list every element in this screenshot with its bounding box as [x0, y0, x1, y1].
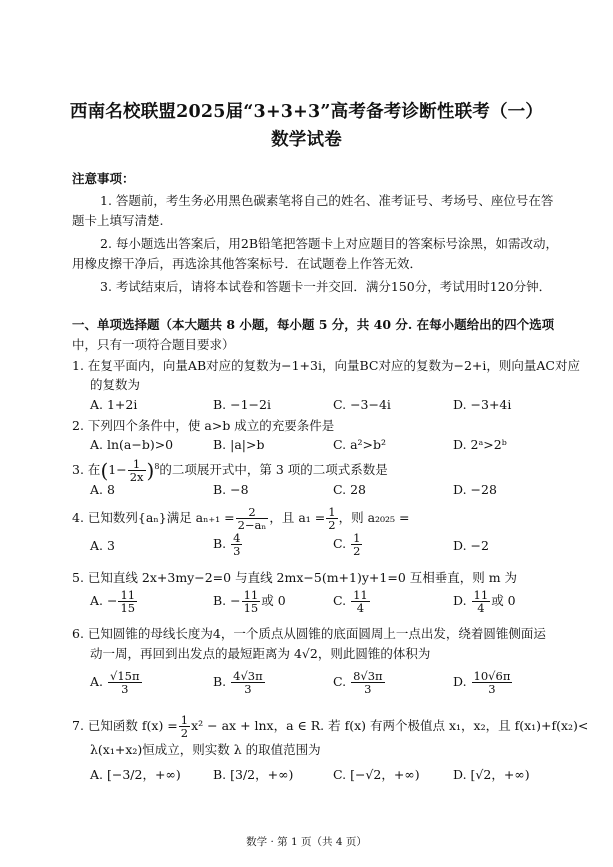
option-b	[213, 670, 266, 695]
option-label: A.	[90, 674, 104, 689]
option-suffix: 或 0	[491, 593, 516, 608]
question-number: 6.	[72, 626, 84, 641]
denominator: 3	[488, 682, 496, 696]
question-5-stem	[72, 570, 517, 586]
option-label: D.	[453, 593, 467, 608]
fraction	[351, 670, 385, 695]
question-text: ，则 a₂₀₂₅ =	[338, 510, 410, 525]
denominator: 2	[180, 726, 189, 740]
numerator: 1	[353, 531, 361, 545]
numerator: 1	[328, 505, 336, 519]
fraction	[326, 506, 337, 531]
option-c: C. [−√2，+∞)	[333, 767, 420, 782]
numerator: √15π	[110, 669, 140, 683]
question-text: 在复平面内，向量AB对应的复数为−1+3i，向量BC对应的复数为−2+i，则向量AC对应	[87, 358, 580, 373]
option-a	[90, 670, 143, 695]
option-label: D.	[453, 674, 467, 689]
option-b: B. [3/2，+∞)	[213, 767, 294, 782]
fraction	[118, 589, 137, 614]
fraction	[472, 589, 491, 614]
question-text: 已知直线 2x+3my−2=0 与直线 2mx−5(m+1)y+1=0 互相垂直，则 m 为	[87, 570, 518, 585]
exponent: 8	[154, 462, 160, 471]
option-b	[213, 589, 286, 614]
numerator: 4	[233, 531, 241, 545]
numerator: 1	[180, 713, 189, 727]
numerator: 11	[243, 588, 259, 602]
denominator: 15	[120, 601, 136, 615]
notice-item: 2. 每小题选出答案后，用2B铅笔把答题卡上对应题目的答案标号涂黑，如需改动，	[100, 236, 559, 251]
question-text: 已知数列{aₙ}满足 aₙ₊₁ =	[87, 510, 235, 525]
page-footer: 数学 · 第 1 页（共 4 页）	[246, 836, 367, 848]
option-a: A. 3	[90, 538, 115, 553]
question-1-stem-cont: 的复数为	[90, 377, 141, 392]
denominator: 2−aₙ	[237, 518, 267, 532]
question-text: x² − ax + lnx，a ∈ R. 若 f(x) 有两个极值点 x₁，x₂，且 f(x₁)+f(x₂)<	[191, 718, 589, 733]
option-d: D. −3+4i	[453, 397, 512, 412]
option-d: D. −2	[453, 538, 489, 553]
numerator: 4√3π	[233, 669, 263, 683]
question-3-stem	[72, 452, 388, 486]
option-c: C. 28	[333, 482, 366, 497]
option-b: B. |a|>b	[213, 437, 265, 452]
numerator: 1	[128, 458, 146, 471]
denominator: 2	[353, 544, 361, 558]
denominator: 2	[328, 518, 336, 532]
denominator: 3	[364, 682, 372, 696]
fraction	[231, 670, 265, 695]
option-b: B. −8	[213, 482, 249, 497]
fraction	[108, 670, 142, 695]
numerator: 11	[120, 588, 136, 602]
denominator: 4	[356, 601, 365, 615]
exam-title: 西南名校联盟2025届“3+3+3”高考备考诊断性联考（一）	[69, 102, 544, 122]
question-7-stem	[72, 712, 588, 740]
section-heading-cont: 中，只有一项符合题目要求）	[72, 337, 235, 352]
option-a: A. 1+2i	[90, 397, 138, 412]
fraction	[128, 458, 146, 483]
option-label: B.	[213, 536, 227, 551]
question-text: 已知圆锥的母线长度为4，一个质点从圆锥的底面圆周上一点出发，绕着圆锥侧面运	[87, 626, 546, 641]
option-a	[90, 589, 138, 614]
option-label: C.	[333, 674, 347, 689]
option-d	[453, 670, 513, 695]
fraction	[472, 670, 513, 695]
fraction	[351, 532, 362, 557]
notice-item: 题卡上填写清楚.	[72, 213, 164, 228]
numerator: 11	[473, 588, 489, 602]
question-number: 7.	[72, 718, 84, 733]
option-d: D. −28	[453, 482, 497, 497]
math-term: 1−	[108, 462, 127, 478]
option-label: A. −	[90, 593, 118, 608]
option-label: B. −	[213, 593, 241, 608]
notice-item: 1. 答题前，考生务必用黑色碳素笔将自己的姓名、准考证号、考场号、座位号在答	[100, 193, 554, 208]
numerator: 10√6π	[473, 669, 511, 683]
denominator: 3	[233, 544, 241, 558]
fraction	[231, 532, 242, 557]
question-text: 的二项展开式中，第 3 项的二项式系数是	[159, 462, 388, 478]
question-number: 1.	[72, 358, 84, 373]
numerator: 8√3π	[353, 669, 383, 683]
option-label: C.	[333, 593, 347, 608]
numerator: 2	[236, 506, 269, 519]
notice-item: 3. 考试结束后，请将本试卷和答题卡一并交回．满分150分，考试用时120分钟．	[100, 279, 552, 294]
option-a: A. ln(a−b)>0	[90, 437, 174, 452]
option-d: D. 2ᵃ>2ᵇ	[453, 437, 507, 452]
option-c	[333, 532, 363, 557]
option-a: A. 8	[90, 482, 115, 497]
question-text: 在	[87, 462, 101, 478]
option-c: C. −3−4i	[333, 397, 391, 412]
option-d: D. [√2，+∞)	[453, 767, 530, 782]
question-4-stem	[72, 503, 410, 533]
fraction	[242, 589, 261, 614]
option-d	[453, 589, 516, 614]
paren-right: )	[146, 458, 155, 483]
fraction	[351, 589, 370, 614]
question-2-stem	[72, 418, 334, 434]
option-b	[213, 532, 243, 557]
option-c: C. a²>b²	[333, 437, 387, 452]
notice-item: 用橡皮擦干净后，再选涂其他答案标号．在试题卷上作答无效．	[72, 256, 423, 271]
question-text: 下列四个条件中，使 a>b 成立的充要条件是	[87, 418, 335, 433]
question-text: 已知函数 f(x) =	[87, 718, 178, 733]
question-text: ，且 a₁ =	[269, 510, 326, 525]
notice-heading: 注意事项：	[72, 171, 135, 186]
question-1-stem	[72, 358, 580, 374]
option-label: C.	[333, 536, 347, 551]
fraction	[179, 714, 190, 739]
option-b: B. −1−2i	[213, 397, 271, 412]
option-c	[333, 589, 371, 614]
exam-subtitle: 数学试卷	[271, 130, 342, 150]
option-suffix: 或 0	[261, 593, 286, 608]
option-label: B.	[213, 674, 227, 689]
section-heading: 一、单项选择题（本大题共 8 小题，每小题 5 分，共 40 分. 在每小题给出的四个选项	[72, 317, 555, 332]
question-6-stem	[72, 626, 546, 642]
numerator: 11	[353, 588, 368, 602]
question-number: 2.	[72, 418, 84, 433]
option-c	[333, 670, 386, 695]
denominator: 3	[121, 682, 129, 696]
question-7-stem-cont: λ(x₁+x₂)恒成立，则实数 λ 的取值范围为	[90, 742, 321, 757]
question-6-stem-cont: 动一周，再回到出发点的最短距离为 4√2，则此圆锥的体积为	[90, 646, 431, 661]
question-number: 5.	[72, 570, 84, 585]
question-number: 4.	[72, 510, 84, 525]
denominator: 4	[477, 601, 485, 615]
fraction	[236, 506, 269, 531]
denominator: 15	[243, 601, 259, 615]
option-a: A. [−3/2，+∞)	[90, 767, 181, 782]
denominator: 2x	[129, 470, 144, 485]
paren-left: (	[100, 458, 109, 483]
question-number: 3.	[72, 462, 84, 478]
denominator: 3	[244, 682, 252, 696]
